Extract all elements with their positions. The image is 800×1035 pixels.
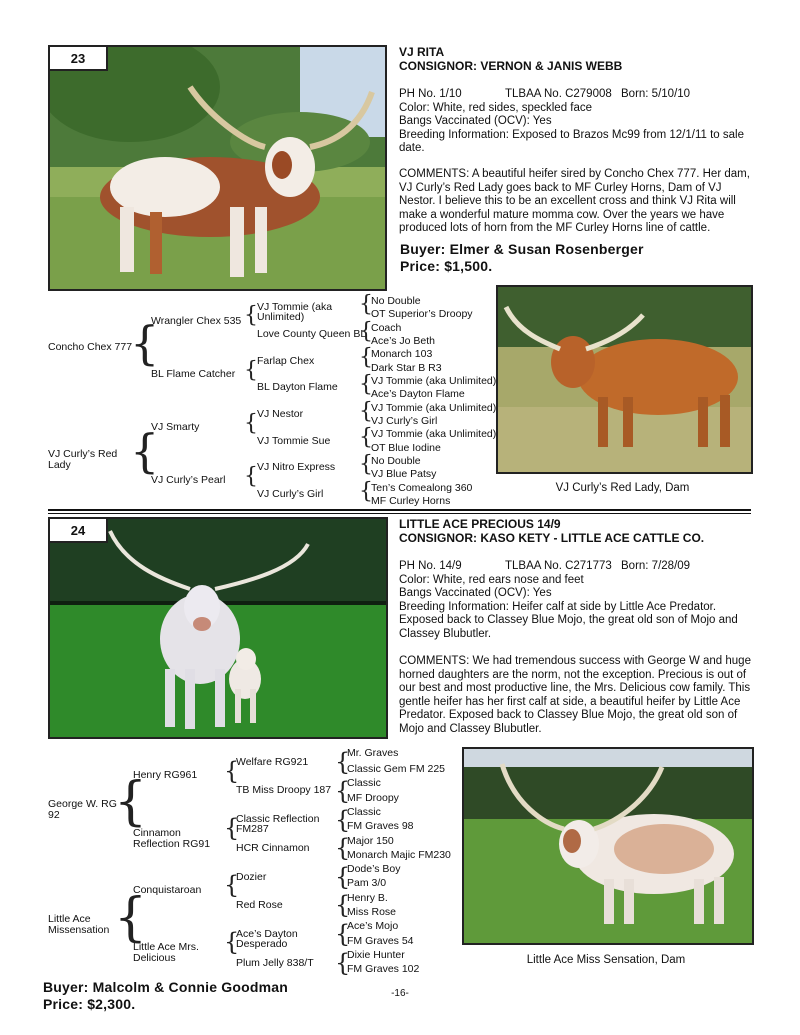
bangs-vaccinated: Bangs Vaccinated (OCV): Yes <box>399 587 552 599</box>
brace: { <box>335 949 351 977</box>
section-divider <box>48 509 751 511</box>
gen4-name: Miss Rose <box>347 906 397 918</box>
brace: { <box>335 834 351 862</box>
gen4-name: No Double <box>371 295 421 307</box>
born-date: Born: 5/10/10 <box>621 88 691 100</box>
gen3-name: VJ Tommie (aka Unlimited) <box>257 301 333 323</box>
gen3-name: Classic Reflection FM287 <box>236 813 320 835</box>
gen4-name: Mr. Graves <box>347 747 399 759</box>
buyer: Buyer: Elmer & Susan Rosenberger <box>400 241 644 257</box>
brace: { <box>335 748 351 776</box>
price: Price: $1,500. <box>400 258 493 274</box>
color: Color: White, red ears nose and feet <box>399 573 584 586</box>
brace: { <box>335 891 351 919</box>
brace: { <box>224 928 240 956</box>
comments: COMMENTS: A beautiful heifer sired by Concho Chex 777. Her dam, VJ Curly’s Red Lady goes back to MF Curley Horns, Dam of VJ Nestor. I believe this to be an excellent cross and think VJ Rita will make a wonderful mature momma cow. Over the years we have produced lots of horn from the MF Curley Horns line of cattle. <box>399 168 750 234</box>
color: Color: White, red sides, speckled face <box>399 101 593 114</box>
breeding-info: Breeding Information: Exposed to Brazos Mc99 from 12/1/11 to sale date. <box>399 128 744 154</box>
brace: { <box>359 399 373 424</box>
dam-caption: VJ Curly’s Red Lady, Dam <box>555 482 690 494</box>
lot-number-badge: 24 <box>50 519 108 543</box>
gen4-name: VJ Tommie (aka Unlimited) <box>371 402 497 414</box>
gen3-name: Ace’s Dayton Desperado <box>236 928 298 950</box>
ph-number: PH No. 1/10 <box>399 88 462 100</box>
gen4-name: VJ Tommie (aka Unlimited) <box>371 375 497 387</box>
brace: { <box>335 777 351 805</box>
gen4-name: VJ Tommie (aka Unlimited) <box>371 428 497 440</box>
born-date: Born: 7/28/09 <box>621 560 691 572</box>
consignor: CONSIGNOR: KASO KETY - LITTLE ACE CATTLE CO. <box>399 531 705 545</box>
gen3-name: Love County Queen BL <box>257 328 367 340</box>
gen3-name: BL Dayton Flame <box>257 381 338 393</box>
gen3-name: Dozier <box>236 871 267 883</box>
brace: { <box>359 479 373 504</box>
gen3-name: Welfare RG921 <box>236 756 309 768</box>
gen2-name: Cinnamon Reflection RG91 <box>133 827 211 850</box>
gen4-name: Ace’s Mojo <box>347 920 399 932</box>
gen4-name: Dixie Hunter <box>347 949 405 961</box>
lot-number-badge: 23 <box>50 47 108 71</box>
brace: { <box>244 411 258 436</box>
gen4-name: FM Graves 98 <box>347 820 414 832</box>
dam-photo-lot23 <box>496 285 753 474</box>
brace: { <box>335 920 351 948</box>
gen4-name: VJ Curly’s Girl <box>371 415 438 427</box>
brace: { <box>335 863 351 891</box>
gen3-name: TB Miss Droopy 187 <box>236 784 332 796</box>
gen4-name: MF Curley Horns <box>371 495 451 507</box>
brace: { <box>114 888 148 948</box>
brace: { <box>244 303 258 328</box>
brace: { <box>359 319 373 344</box>
brace: { <box>244 464 258 489</box>
spotted-longhorn-cow-photo <box>464 749 752 943</box>
red-longhorn-cow-photo <box>498 287 751 472</box>
tlbaa-number: TLBAA No. C279008 <box>505 88 612 100</box>
brace: { <box>244 358 258 383</box>
gen4-name: Ten’s Comealong 360 <box>371 482 473 494</box>
gen4-name: No Double <box>371 455 421 467</box>
brace: { <box>224 871 240 899</box>
gen4-name: Dode’s Boy <box>347 863 401 875</box>
gen2-name: Wrangler Chex 535 <box>151 315 242 327</box>
gen4-name: Pam 3/0 <box>347 877 387 889</box>
tlbaa-number: TLBAA No. C271773 <box>505 560 612 572</box>
page-number: -16- <box>391 988 409 999</box>
brace: { <box>224 757 240 785</box>
gen3-name: Plum Jelly 838/T <box>236 957 314 969</box>
gen3-name: VJ Tommie Sue <box>257 435 331 447</box>
brace: { <box>114 772 148 832</box>
brace: { <box>359 345 373 370</box>
pedigree-dam: Little Ace Missensation <box>48 913 110 936</box>
bangs-vaccinated: Bangs Vaccinated (OCV): Yes <box>399 115 552 127</box>
gen2-name: VJ Smarty <box>151 421 200 433</box>
gen2-name: Conquistaroan <box>133 884 202 896</box>
buyer: Buyer: Malcolm & Connie Goodman <box>43 979 288 995</box>
comments: COMMENTS: We had tremendous success with George W and huge horned daughters are the norm, not the exception. Precious is out of our best and most productive line, the Mrs. Delicious cow family. This gentle heifer has her first calf at side, a beautiful heifer by Little Ace Predator. Exposed back to Classey Blue Mojo, the great old son of Mojo and Classey Blubutler. <box>399 655 751 735</box>
gen3-name: VJ Nestor <box>257 408 304 420</box>
gen3-name: HCR Cinnamon <box>236 842 310 854</box>
lot-details <box>399 88 751 156</box>
brace: { <box>359 372 373 397</box>
brace: { <box>359 292 373 317</box>
gen4-name: Classic <box>347 777 381 789</box>
pedigree-sire: Concho Chex 777 <box>48 341 133 353</box>
gen4-name: Ace’s Jo Beth <box>371 335 436 347</box>
pedigree-sire: George W. RG 92 <box>48 798 117 821</box>
dam-photo-lot24 <box>462 747 754 945</box>
gen2-name: Henry RG961 <box>133 769 198 781</box>
brace: { <box>224 814 240 842</box>
lot24-photo <box>48 517 388 739</box>
gen4-name: OT Superior’s Droopy <box>371 308 473 320</box>
gen4-name: Coach <box>371 322 402 334</box>
gen4-name: FM Graves 54 <box>347 935 414 947</box>
gen4-name: Classic Gem FM 225 <box>347 763 446 775</box>
gen4-name: VJ Blue Patsy <box>371 468 437 480</box>
gen3-name: Red Rose <box>236 899 283 911</box>
gen4-name: Dark Star B R3 <box>371 362 442 374</box>
gen2-name: Little Ace Mrs. Delicious <box>133 941 199 964</box>
consignor: CONSIGNOR: VERNON & JANIS WEBB <box>399 59 623 73</box>
brace: { <box>335 806 351 834</box>
dam-caption: Little Ace Miss Sensation, Dam <box>526 954 686 966</box>
gen4-name: Henry B. <box>347 892 388 904</box>
gen4-name: Monarch 103 <box>371 348 433 360</box>
gen3-name: VJ Nitro Express <box>257 461 336 473</box>
ph-number: PH No. 14/9 <box>399 560 462 572</box>
gen4-name: MF Droopy <box>347 792 399 804</box>
gen4-name: FM Graves 102 <box>347 963 420 975</box>
gen3-name: Farlap Chex <box>257 355 315 367</box>
breeding-info: Breeding Information: Heifer calf at side by Little Ace Predator. Exposed back to Classey Blue Mojo, the great old son of Mojo and Classey Blubutler. <box>399 600 738 640</box>
lot-name: VJ RITA <box>399 45 445 59</box>
lot23-photo <box>48 45 387 291</box>
section-divider <box>48 513 751 514</box>
pedigree-dam: VJ Curly’s Red Lady <box>48 448 118 471</box>
brace: { <box>130 316 160 370</box>
gen3-name: VJ Curly’s Girl <box>257 488 324 500</box>
lot-name: LITTLE ACE PRECIOUS 14/9 <box>399 517 561 531</box>
longhorn-cow-and-calf-photo <box>50 519 386 737</box>
gen4-name: Monarch Majic FM230 <box>347 849 451 861</box>
gen2-name: BL Flame Catcher <box>151 368 236 380</box>
gen2-name: VJ Curly’s Pearl <box>151 474 226 486</box>
price: Price: $2,300. <box>43 996 136 1012</box>
gen4-name: Classic <box>347 806 381 818</box>
brace: { <box>359 452 373 477</box>
gen4-name: OT Blue Iodine <box>371 442 441 454</box>
brace: { <box>359 425 373 450</box>
gen4-name: Major 150 <box>347 835 394 847</box>
brace: { <box>130 424 160 478</box>
gen4-name: Ace’s Dayton Flame <box>371 388 465 400</box>
lot-details <box>399 560 751 641</box>
longhorn-cow-photo <box>50 47 385 289</box>
